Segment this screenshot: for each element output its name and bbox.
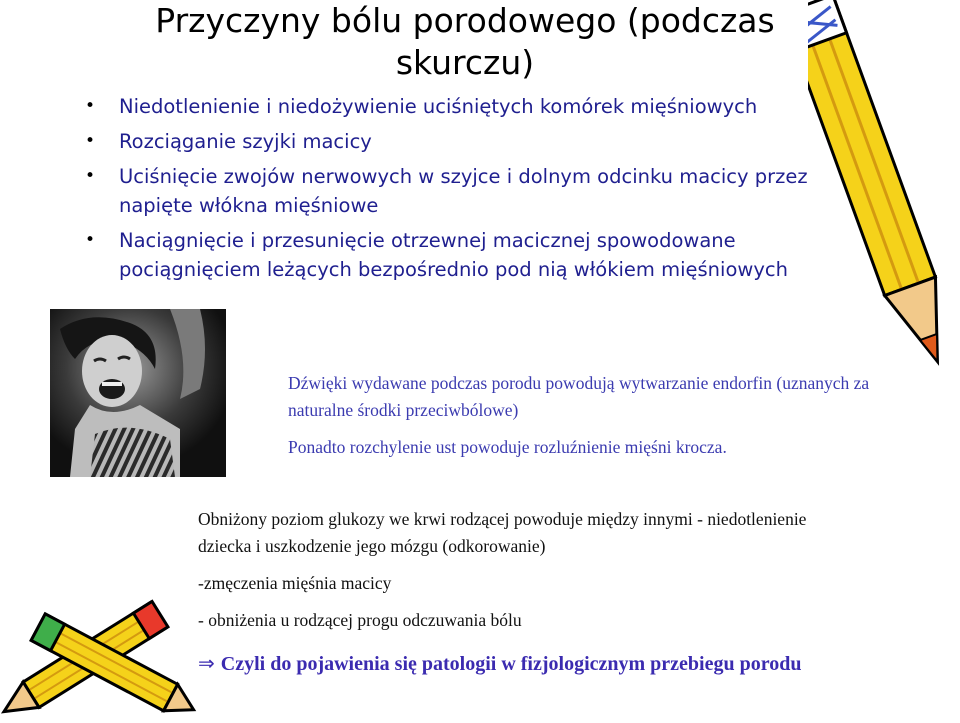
implies-arrow-icon: ⇒ [198, 653, 215, 675]
bullet-icon: • [85, 166, 96, 186]
list-item [82, 226, 872, 284]
crossed-pencils-icon [0, 585, 200, 723]
bullet-text: Naciągnięcie i przesunięcie otrzewnej macicznej spowodowane pociągnięciem leżących bezpośrednio pod nią włókiem mięśniowych [119, 229, 788, 281]
conclusion-text: Czyli do pojawienia się patologii w fizjologicznym przebiegu porodu [220, 653, 802, 675]
list-item [82, 127, 872, 156]
bullet-icon: • [85, 131, 96, 151]
bullet-text: Rozciąganie szyjki macicy [119, 130, 372, 153]
endorphin-paragraph: Dźwięki wydawane podczas porodu powodują wytwarzanie endorfin (uznanych za naturalne środki przeciwbólowe) [288, 373, 870, 420]
endorphin-note [288, 370, 888, 471]
glucose-paragraph: -zmęczenia mięśnia macicy [198, 573, 392, 593]
pencil-icon [808, 0, 960, 405]
list-item [82, 92, 872, 121]
bullet-text: Niedotlenienie i niedożywienie uciśniętych komórek mięśniowych [119, 95, 758, 118]
list-item [82, 162, 872, 220]
bullet-icon: • [85, 96, 96, 116]
cause-list [82, 92, 872, 290]
bullet-text: Uciśnięcie zwojów nerwowych w szyjce i dolnym odcinku macicy przez napięte włókna mięśniowe [119, 165, 808, 217]
bullet-icon: • [85, 230, 96, 250]
endorphin-paragraph: Ponadto rozchylenie ust powoduje rozluźnienie mięśni krocza. [288, 437, 727, 457]
glucose-paragraph: - obniżenia u rodzącej progu odczuwania bólu [198, 610, 522, 630]
slide-title: Przyczyny bólu porodowego (podczas skurczu) [155, 1, 775, 82]
glucose-paragraph: Obniżony poziom glukozy we krwi rodzącej powoduje między innymi - niedotlenienie dziecka i uszkodzenie jego mózgu (odkorowanie) [198, 509, 807, 556]
glucose-note [198, 506, 838, 644]
conclusion [198, 650, 878, 678]
photo-woman [50, 309, 226, 477]
photo-woman-illustration [50, 309, 226, 477]
